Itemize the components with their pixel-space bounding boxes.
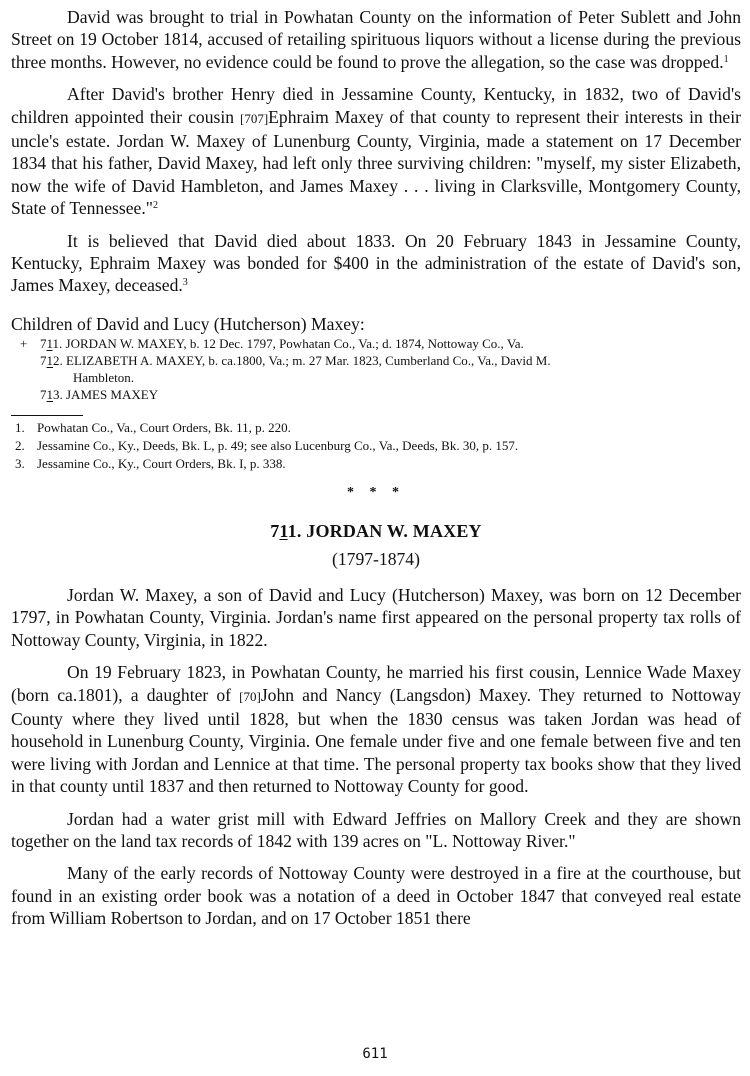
child-entry-continuation: Hambleton. <box>73 369 135 385</box>
footnote-marker: 3 <box>182 277 188 289</box>
footnote-marker: 2 <box>152 200 158 212</box>
children-heading: Children of David and Lucy (Hutcherson) Maxey: <box>11 313 365 334</box>
child-entry: 712. ELIZABETH A. MAXEY, b. ca.1800, Va.; m. 27 Mar. 1823, Cumberland Co., Va., David M. Hambleton. <box>11 352 741 386</box>
cross-reference[interactable]: [70] <box>239 688 261 704</box>
child-entry: 713. JAMES MAXEY <box>40 386 159 402</box>
cross-reference[interactable]: [707] <box>240 110 269 126</box>
footnote: 1. Powhatan Co., Va., Court Orders, Bk. 11, p. 220. <box>15 419 291 435</box>
paragraph-birth: Jordan W. Maxey, a son of David and Lucy (Hutcherson) Maxey, was born on 12 December 1797, in Powhatan County, Virginia. Jordan's name first appeared on the personal property tax rolls of Nottoway County, Virginia, in 1822. <box>11 584 741 650</box>
section-separator: * * * <box>347 484 405 500</box>
section-title: 711. JORDAN W. MAXEY <box>270 520 482 541</box>
paragraph-mill: Jordan had a water grist mill with Edward Jeffries on Mallory Creek and they are shown together on the land tax records of 1842 with 139 acres on "L. Nottoway River." <box>11 808 741 851</box>
paragraph-text: David was brought to trial in Powhatan County on the information of Peter Sublett and John Street on 19 October 1814, accused of retailing spirituous liquors without a license during the previous three months. However, no evidence could be found to prove the allegation, so the case was dropped. <box>11 7 741 72</box>
paragraph-estate <box>11 83 741 219</box>
child-entry: + 711. JORDAN W. MAXEY, b. 12 Dec. 1797, Powhatan Co., Va.; d. 1874, Nottoway Co., Va. <box>20 335 524 351</box>
paragraph-marriage <box>11 661 741 797</box>
paragraph-trial <box>11 6 741 73</box>
footnote: 2. Jessamine Co., Ky., Deeds, Bk. L, p. 49; see also Lucenburg Co., Va., Deeds, Bk. 30, p. 157. <box>15 437 519 453</box>
footnote-divider <box>11 415 83 416</box>
footnote: 3. Jessamine Co., Ky., Court Orders, Bk. I, p. 338. <box>15 455 286 471</box>
paragraph-text: On 19 February 1823, in Powhatan County, he married his first cousin, Lennice Wade Maxey (born ca.1801), a daughter of <box>11 662 741 705</box>
descendant-marker: + <box>20 335 28 351</box>
footnote-marker: 1 <box>723 53 729 65</box>
paragraph-text: After David's brother Henry died in Jessamine County, Kentucky, in 1832, two of David's children appointed their cousin <box>11 84 741 127</box>
section-dates: (1797-1874) <box>332 548 420 569</box>
paragraph-records: Many of the early records of Nottoway County were destroyed in a fire at the courthouse, but found in an existing order book was a notation of a deed in October 1847 that conveyed real estate from William Robertson to Jordan, and on 17 October 1851 there <box>11 863 741 929</box>
paragraph-text: John and Nancy (Langsdon) Maxey. They returned to Nottoway County where they lived until 1828, but when the 1830 census was taken Jordan was head of household in Lunenburg County, Virginia. One female under five and one female between five and ten were living with Jordan and Lennice at that time. The personal property tax books show that they lived in that county until 1837 and then returned to Nottoway County for good. <box>11 684 741 797</box>
page-number: 611 <box>362 1046 388 1062</box>
paragraph-text: It is believed that David died about 1833. On 20 February 1843 in Jessamine County, Kentucky, Ephraim Maxey was bonded for $400 in the administration of the estate of David's son, James Maxey, deceased. <box>11 230 741 296</box>
document-page <box>11 6 741 930</box>
paragraph-text: Ephraim Maxey of that county to represent their interests in their uncle's estate. Jordan W. Maxey of Lunenburg County, Virginia, made a statement on 17 December 1834 that his father, David Maxey, had left only three surviving children: "myself, my sister Elizabeth, now the wife of David Hambleton, and James Maxey . . . living in Clarksville, Montgomery County, State of Tennessee." <box>11 106 741 219</box>
paragraph-death <box>11 230 741 297</box>
